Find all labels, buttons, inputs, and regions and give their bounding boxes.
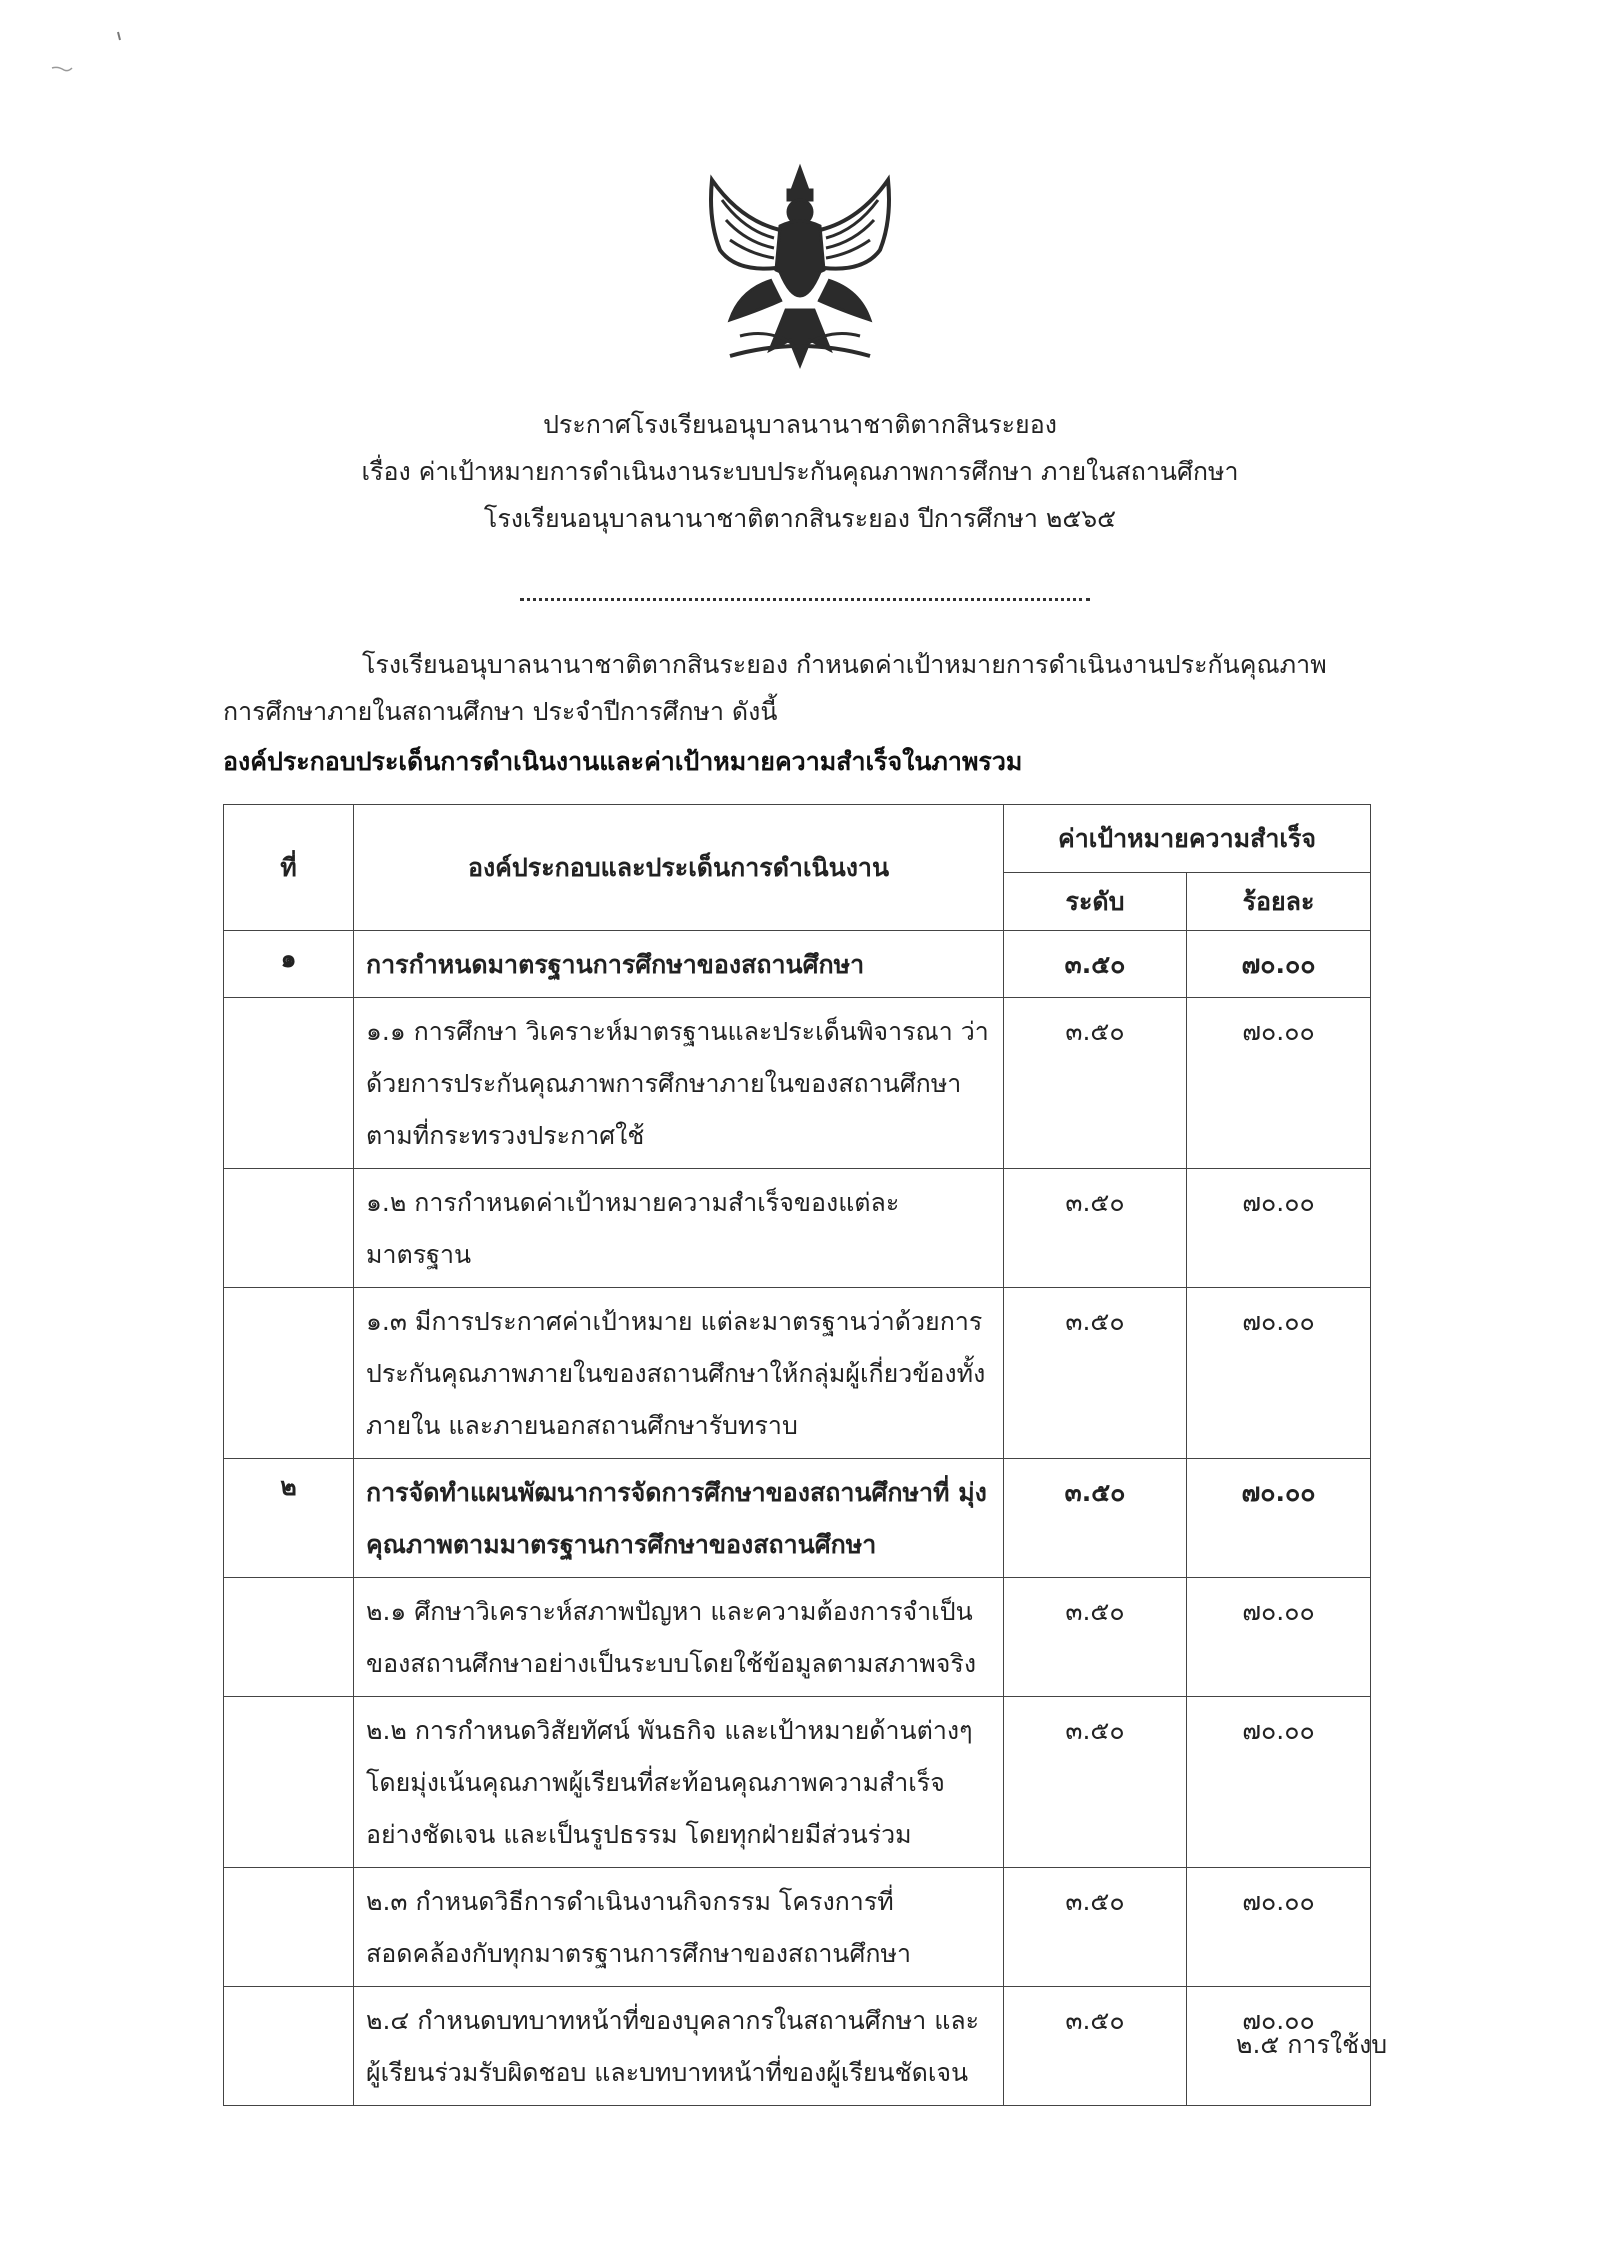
header-no: ที่ (224, 805, 354, 931)
table-row (224, 998, 1371, 1169)
intro-paragraph-line-1: โรงเรียนอนุบาลนานาชาติตากสินระยอง กำหนดค่าเป้าหมายการดำเนินงานประกันคุณภาพ (362, 650, 1327, 679)
sub-item-text: ๑.๒ การกำหนดค่าเป้าหมายความสำเร็จของแต่ละ มาตรฐาน (354, 1169, 1004, 1288)
header-target: ค่าเป้าหมายความสำเร็จ (1004, 805, 1371, 873)
page-continuation-text: ๒.๕ การใช้งบ (1236, 2030, 1388, 2059)
component-title: การกำหนดมาตรฐานการศึกษาของสถานศึกษา (354, 931, 1004, 998)
announcement-title: ประกาศโรงเรียนอนุบาลนานาชาติตากสินระยอง (543, 410, 1057, 439)
row-number (224, 998, 354, 1169)
row-number (224, 1868, 354, 1987)
target-percent: ๗๐.๐๐ (1187, 931, 1371, 998)
sub-item-text: ๒.๔ กำหนดบทบาทหน้าที่ของบุคลากรในสถานศึกษา และ ผู้เรียนร่วมรับผิดชอบ และบทบาทหน้าที่ของผู้เรียนชัดเจน (354, 1987, 1004, 2106)
section-heading: องค์ประกอบประเด็นการดำเนินงานและค่าเป้าหมายความสำเร็จในภาพรวม (223, 747, 1023, 776)
target-level: ๓.๕๐ (1004, 1288, 1187, 1459)
header-item: องค์ประกอบและประเด็นการดำเนินงาน (354, 805, 1004, 931)
row-number (224, 1288, 354, 1459)
dotted-separator (520, 578, 1090, 601)
target-percent: ๗๐.๐๐ (1187, 1288, 1371, 1459)
target-level: ๓.๕๐ (1004, 1578, 1187, 1697)
target-level: ๓.๕๐ (1004, 1868, 1187, 1987)
row-number (224, 1987, 354, 2106)
sub-item-text: ๒.๒ การกำหนดวิสัยทัศน์ พันธกิจ และเป้าหมายด้านต่างๆ โดยมุ่งเน้นคุณภาพผู้เรียนที่สะท้อนคุณภาพความสำเร็จ อย่างชัดเจน และเป็นรูปธรรม โดยทุกฝ่ายมีส่วนร่วม (354, 1697, 1004, 1868)
target-percent: ๗๐.๐๐ (1187, 1697, 1371, 1868)
sub-item-text: ๒.๓ กำหนดวิธีการดำเนินงานกิจกรรม โครงการที่ สอดคล้องกับทุกมาตรฐานการศึกษาของสถานศึกษา (354, 1868, 1004, 1987)
target-level: ๓.๕๐ (1004, 1459, 1187, 1578)
table-row (224, 931, 1371, 998)
table-body (224, 931, 1371, 2106)
target-percent: ๗๐.๐๐ (1187, 1459, 1371, 1578)
component-title: การจัดทำแผนพัฒนาการจัดการศึกษาของสถานศึกษาที่ มุ่งคุณภาพตามมาตรฐานการศึกษาของสถานศึกษา (354, 1459, 1004, 1578)
garuda-emblem-icon (700, 160, 900, 375)
announcement-subject: เรื่อง ค่าเป้าหมายการดำเนินงานระบบประกันคุณภาพการศึกษา ภายในสถานศึกษา (361, 457, 1239, 486)
table-row (224, 1868, 1371, 1987)
header-percent: ร้อยละ (1187, 873, 1371, 931)
table-row (224, 1578, 1371, 1697)
target-percent: ๗๐.๐๐ (1187, 1868, 1371, 1987)
table-row (224, 1697, 1371, 1868)
table-row (224, 1169, 1371, 1288)
target-level: ๓.๕๐ (1004, 998, 1187, 1169)
target-level: ๓.๕๐ (1004, 1169, 1187, 1288)
sub-item-text: ๑.๑ การศึกษา วิเคราะห์มาตรฐานและประเด็นพิจารณา ว่าด้วยการประกันคุณภาพการศึกษาภายในของสถานศึกษา ตามที่กระทรวงประกาศใช้ (354, 998, 1004, 1169)
row-number (224, 1169, 354, 1288)
target-percent: ๗๐.๐๐ (1187, 1169, 1371, 1288)
row-number: ๑ (224, 931, 354, 998)
intro-paragraph-line-2: การศึกษาภายในสถานศึกษา ประจำปีการศึกษา ดังนี้ (223, 697, 778, 726)
table-row (224, 1987, 1371, 2106)
row-number: ๒ (224, 1459, 354, 1578)
table-row (224, 1288, 1371, 1459)
scan-artifact-mark (48, 28, 128, 78)
sub-item-text: ๑.๓ มีการประกาศค่าเป้าหมาย แต่ละมาตรฐานว่าด้วยการ ประกันคุณภาพภายในของสถานศึกษาให้กลุ่มผู้เกี่ยวข้องทั้ง ภายใน และภายนอกสถานศึกษารับทราบ (354, 1288, 1004, 1459)
target-values-table (223, 804, 1371, 2106)
header-level: ระดับ (1004, 873, 1187, 931)
target-percent: ๗๐.๐๐ (1187, 1578, 1371, 1697)
row-number (224, 1578, 354, 1697)
announcement-school-year: โรงเรียนอนุบาลนานาชาติตากสินระยอง ปีการศึกษา ๒๕๖๕ (483, 504, 1117, 533)
target-level: ๓.๕๐ (1004, 1987, 1187, 2106)
row-number (224, 1697, 354, 1868)
sub-item-text: ๒.๑ ศึกษาวิเคราะห์สภาพปัญหา และความต้องการจำเป็น ของสถานศึกษาอย่างเป็นระบบโดยใช้ข้อมูลตามสภาพจริง (354, 1578, 1004, 1697)
target-percent: ๗๐.๐๐ (1187, 1987, 1371, 2106)
target-percent: ๗๐.๐๐ (1187, 998, 1371, 1169)
target-level: ๓.๕๐ (1004, 931, 1187, 998)
table-row (224, 1459, 1371, 1578)
target-level: ๓.๕๐ (1004, 1697, 1187, 1868)
